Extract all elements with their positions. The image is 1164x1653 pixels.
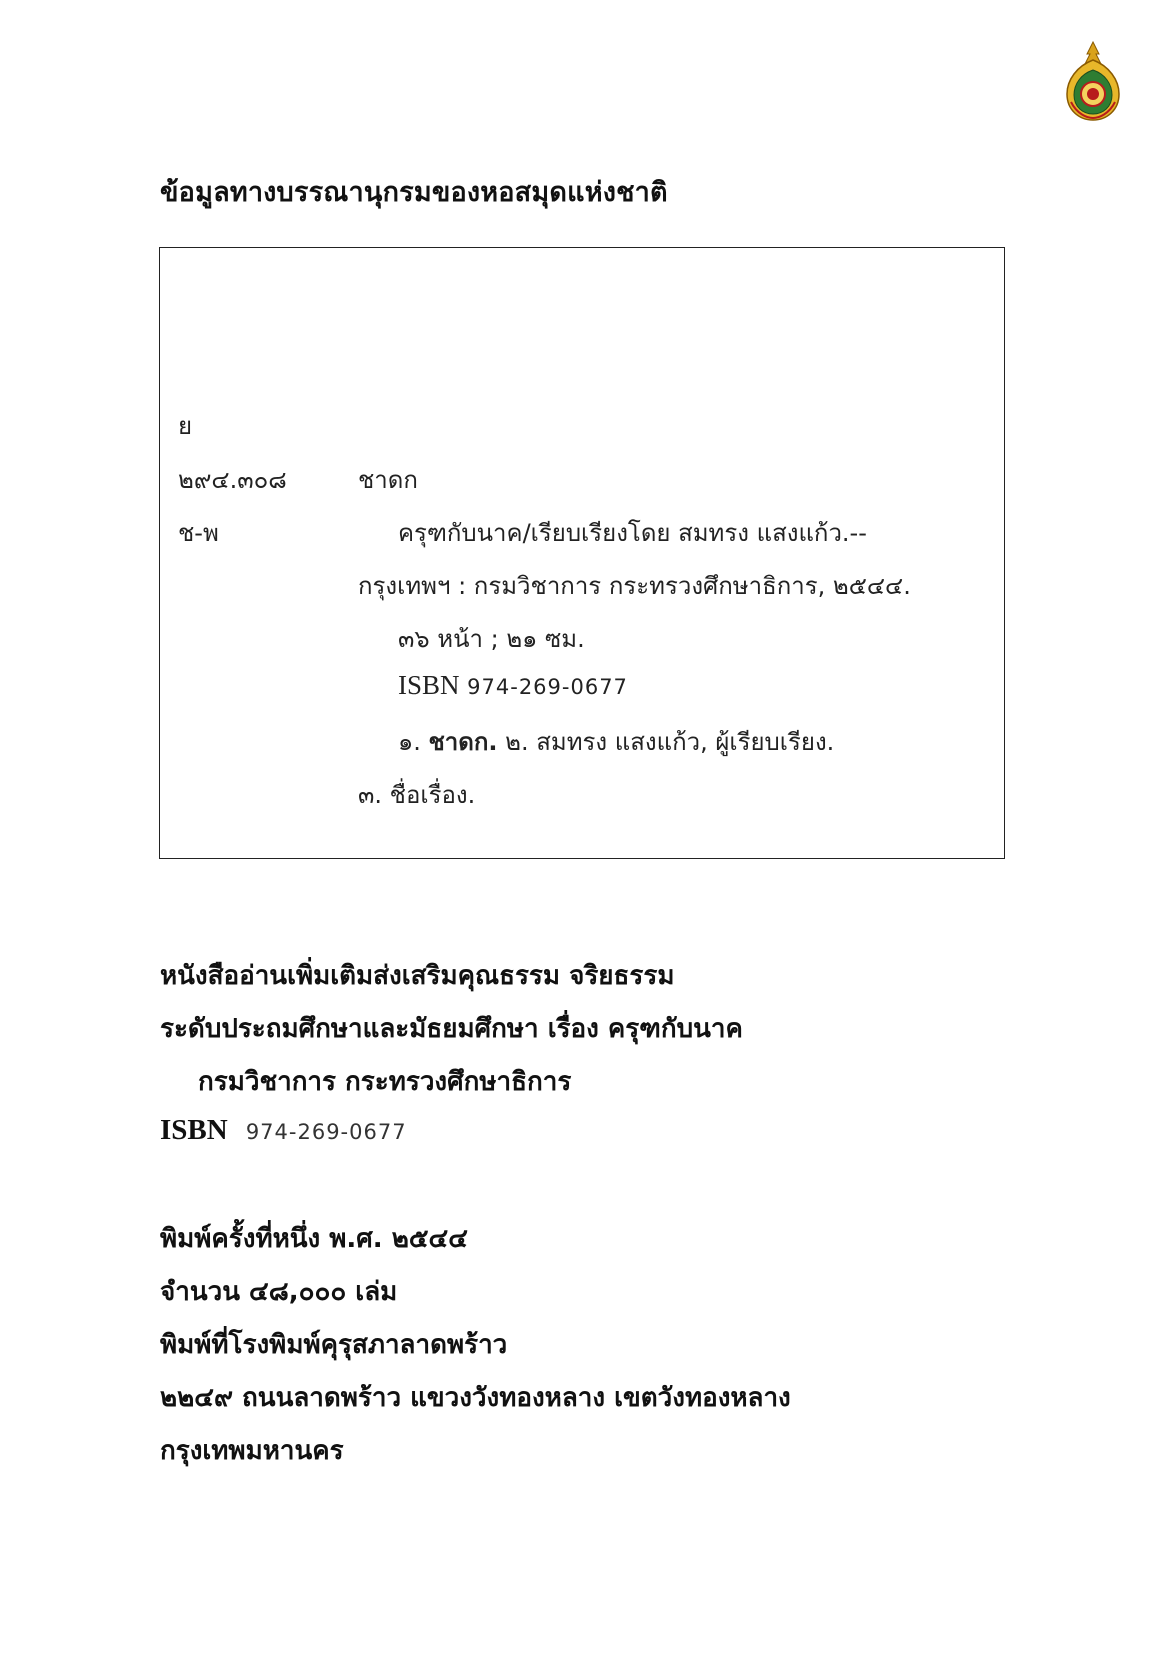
title-statement: ครุฑกับนาค/เรียบเรียงโดย สมทรง แสงแก้ว.-- [398, 519, 867, 547]
tracing-2: ๒. สมทรง แสงแก้ว, ผู้เรียบเรียง. [505, 728, 835, 756]
book-series-line: หนังสืออ่านเพิ่มเติมส่งเสริมคุณธรรม จริยธรรม [160, 961, 675, 991]
isbn-value: 974-269-0677 [467, 675, 628, 699]
cip-heading: ข้อมูลทางบรรณานุกรมของหอสมุดแห่งชาติ [160, 177, 668, 208]
call-number: ๒๙๔.๓๐๘ [178, 466, 287, 494]
city-line: กรุงเทพมหานคร [160, 1436, 344, 1466]
collation: ๓๖ หน้า ; ๒๑ ซม. [398, 625, 585, 653]
address-line: ๒๒๔๙ ถนนลาดพร้าว แขวงวังทองหลาง เขตวังทองหลาง [160, 1383, 791, 1413]
cip-record-box [159, 247, 1005, 859]
call-author: ช-พ [178, 519, 219, 547]
ministry-emblem-icon [1063, 40, 1123, 122]
isbn-label: ISBN [398, 670, 460, 700]
subject-heading: ชาดก [358, 466, 418, 494]
tracing-1-term: ชาดก. [428, 728, 498, 756]
book-isbn [160, 1114, 407, 1147]
imprint: กรุงเทพฯ : กรมวิชาการ กระทรวงศึกษาธิการ, ๒๕๔๔. [358, 572, 911, 600]
book-isbn-label: ISBN [160, 1114, 228, 1146]
tracings-line-1 [398, 722, 834, 761]
book-title-line: ระดับประถมศึกษาและมัธยมศึกษา เรื่อง ครุฑกับนาค [160, 1014, 743, 1044]
cip-isbn [398, 670, 628, 701]
copies-line: จำนวน ๔๘,๐๐๐ เล่ม [160, 1277, 398, 1307]
edition-line: พิมพ์ครั้งที่หนึ่ง พ.ศ. ๒๕๔๔ [160, 1224, 468, 1254]
call-class: ย [178, 412, 193, 440]
book-isbn-value: 974-269-0677 [245, 1120, 407, 1144]
printer-line: พิมพ์ที่โรงพิมพ์คุรุสภาลาดพร้าว [160, 1330, 508, 1360]
book-publisher-line: กรมวิชาการ กระทรวงศึกษาธิการ [198, 1067, 572, 1097]
tracing-1-number: ๑. [398, 728, 421, 756]
tracing-3: ๓. ชื่อเรื่อง. [358, 781, 476, 809]
